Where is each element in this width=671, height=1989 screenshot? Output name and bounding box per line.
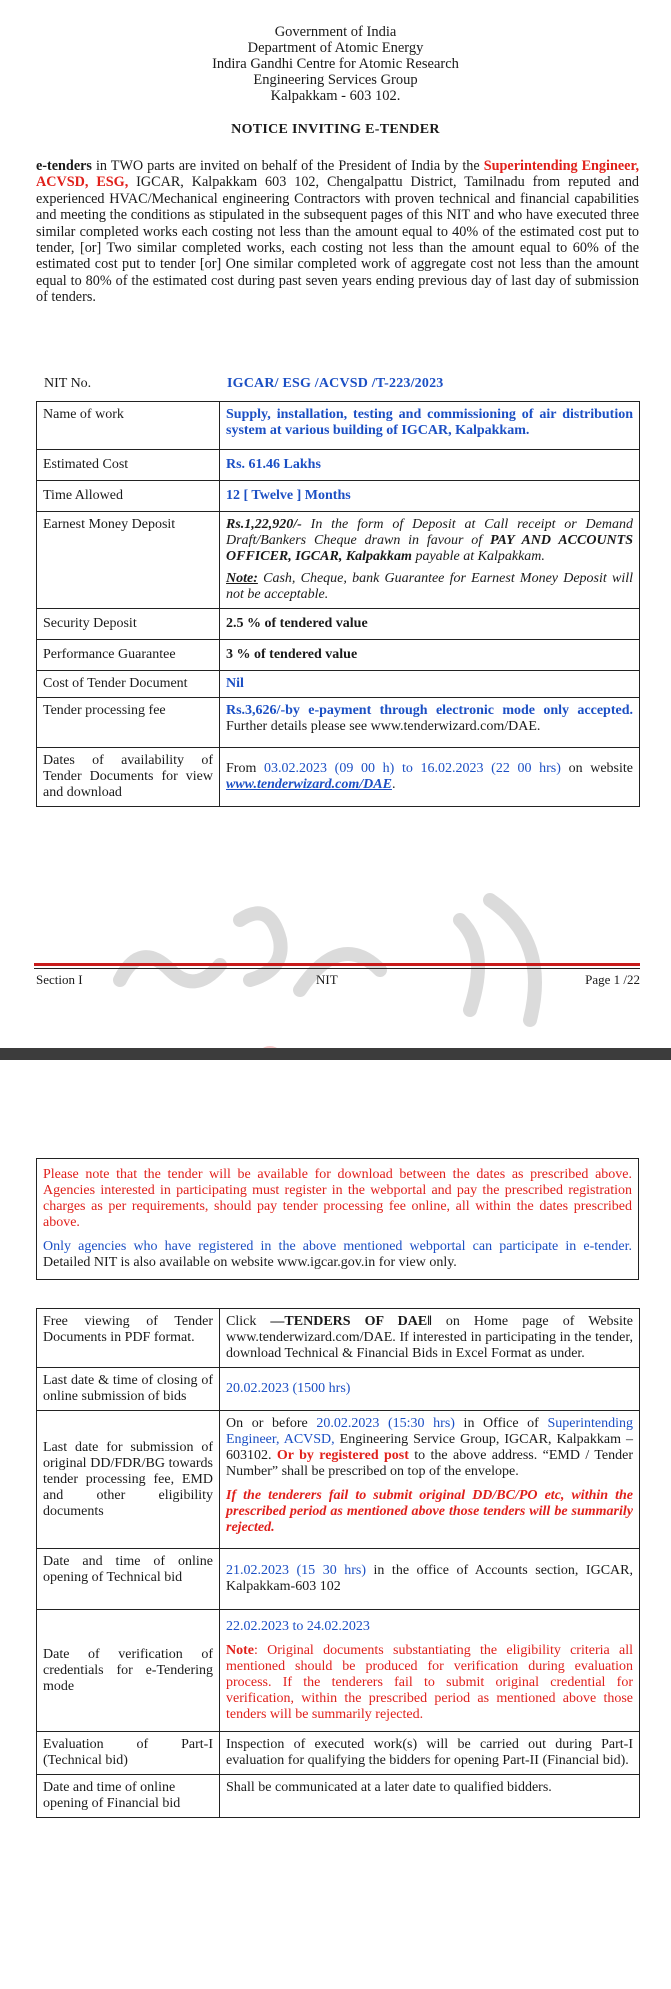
cost-of-tender-value: Nil bbox=[220, 671, 640, 698]
table-row bbox=[37, 1549, 640, 1610]
table-row bbox=[37, 1775, 640, 1818]
intro-lead: e-tenders bbox=[36, 158, 92, 174]
table-row bbox=[37, 671, 640, 698]
tech-opening-date: 21.02.2023 (15 30 hrs) bbox=[226, 1563, 366, 1578]
document-header bbox=[0, 0, 671, 104]
intro-text-2: IGCAR, Kalpakkam 603 102, Chengalpattu District, Tamilnadu from reputed and experienced HVAC/Mechanical engineering Contractors with proven technical and financial capabilities and meeting the conditions as stipulated in the subsequent pages of this NIT and who have executed three similar completed works each costing not less than the amount equal to 40% of the estimated cost put to tender, [or] Two similar completed works, each costing not less than the amount equal to 60% of the estimated cost put to tender [or] One similar completed work of aggregate cost not less than the amount equal to 80% of the estimated cost during past seven years ending previous day of last day of submission of tenders. bbox=[36, 174, 640, 306]
emd-value bbox=[220, 512, 640, 609]
footer-section: Section I bbox=[36, 972, 83, 987]
table-row bbox=[37, 640, 640, 671]
evaluation-value: Inspection of executed work(s) will be carried out during Part-I evaluation for qualifying the bidders for opening Part-II (Financial bid). bbox=[220, 1732, 640, 1775]
emd-note-label: Note: bbox=[226, 571, 258, 586]
original-dd-registered-post: Or by registered post bbox=[276, 1448, 409, 1463]
free-viewing-pre: Click bbox=[226, 1314, 271, 1329]
processing-fee-amount: Rs.3,626/-by e-payment through electronic mode only accepted. bbox=[226, 703, 633, 718]
table-row bbox=[37, 609, 640, 640]
emd-text-2: payable at Kalpakkam. bbox=[411, 549, 545, 564]
page-2 bbox=[0, 1168, 671, 1989]
tech-opening-label: Date and time of online opening of Technical bid bbox=[37, 1549, 220, 1610]
intro-text-1: in TWO parts are invited on behalf of the President of India by the bbox=[91, 158, 484, 174]
original-dd-warning: If the tenderers fail to submit original DD/BC/PO etc, within the prescribed period as mentioned above those tenders will be summarily rejected. bbox=[226, 1488, 633, 1535]
table-row bbox=[37, 450, 640, 481]
table-row bbox=[37, 1368, 640, 1411]
security-deposit-value: 2.5 % of tendered value bbox=[220, 609, 640, 640]
emd-note bbox=[226, 571, 633, 603]
processing-fee-value bbox=[220, 698, 640, 748]
security-deposit-label: Security Deposit bbox=[37, 609, 220, 640]
availability-label: Dates of availability of Tender Documents for view and download bbox=[37, 748, 220, 807]
verification-value bbox=[220, 1610, 640, 1732]
processing-fee-details: Further details please see www.tenderwizard.com/DAE. bbox=[226, 719, 541, 734]
verification-note-label: Note bbox=[226, 1643, 254, 1658]
availability-end: . bbox=[391, 777, 396, 792]
original-dd-label: Last date for submission of original DD/FDR/BG towards tender processing fee, EMD and other eligibility documents bbox=[37, 1411, 220, 1549]
availability-from: From bbox=[226, 761, 264, 776]
header-line-government: Government of India bbox=[274, 24, 397, 40]
evaluation-label: Evaluation of Part-I (Technical bid) bbox=[37, 1732, 220, 1775]
emd-note-text: Cash, Cheque, bank Guarantee for Earnest Money Deposit will not be acceptable. bbox=[226, 571, 633, 602]
tech-opening-value bbox=[220, 1549, 640, 1610]
estimated-cost-value: Rs. 61.46 Lakhs bbox=[220, 450, 640, 481]
registration-note-blue: Only agencies who have registered in the above mentioned webportal can participate in e-tender. bbox=[43, 1239, 632, 1254]
tenders-of-dae: ―TENDERS OF DAE‖ bbox=[270, 1314, 432, 1329]
registration-note-rest: Detailed NIT is also available on website www.igcar.gov.in for view only. bbox=[43, 1255, 457, 1270]
original-dd-mid1: in Office of bbox=[454, 1416, 548, 1431]
table-row bbox=[37, 402, 640, 450]
nit-label: NIT No. bbox=[44, 376, 92, 391]
verification-dates: 22.02.2023 to 24.02.2023 bbox=[226, 1619, 370, 1634]
verification-note-text: : Original documents substantiating the eligibility criteria all mentioned should be produced for verification during evaluation process. If the tenderers fail to submit original credential for verification, within the prescribed period as mentioned above those tenders will be summarily rejected. bbox=[226, 1643, 633, 1722]
name-of-work-label: Name of work bbox=[37, 402, 220, 450]
header-line-address: Kalpakkam - 603 102. bbox=[270, 88, 401, 104]
footer-rule-red bbox=[34, 963, 640, 966]
page-separator bbox=[0, 1048, 671, 1168]
original-dd-mid2: Engineering Service Group, IGCAR, Kalpakkam – 603102. bbox=[226, 1432, 634, 1463]
notice-box bbox=[36, 1158, 639, 1280]
free-viewing-post: on Home page of Website www.tenderwizard.com/DAE. If interested in participating in the tender, download Technical & Financial Bids in Excel Format as under. bbox=[226, 1314, 633, 1361]
emd-payee: PAY AND ACCOUNTS OFFICER, IGCAR, Kalpakkam bbox=[226, 533, 633, 564]
availability-dates: 03.02.2023 (09 00 h) to 16.02.2023 (22 00 hrs) bbox=[264, 761, 561, 776]
verification-label: Date of verification of credentials for e-Tendering mode bbox=[37, 1610, 220, 1732]
tech-opening-rest: in the office of Accounts section, IGCAR, Kalpakkam-603 102 bbox=[226, 1563, 633, 1594]
table-row bbox=[37, 1411, 640, 1549]
header-line-centre: Indira Gandhi Centre for Atomic Research bbox=[212, 56, 459, 72]
processing-fee-label: Tender processing fee bbox=[37, 698, 220, 748]
emd-label: Earnest Money Deposit bbox=[37, 512, 220, 609]
financial-opening-label: Date and time of online opening of Financial bid bbox=[37, 1775, 220, 1818]
name-of-work-value: Supply, installation, testing and commissioning of air distribution system at various building of IGCAR, Kalpakkam. bbox=[220, 402, 640, 450]
estimated-cost-label: Estimated Cost bbox=[37, 450, 220, 481]
registration-note bbox=[43, 1239, 632, 1271]
footer-page-number: Page 1 /22 bbox=[585, 972, 640, 987]
original-dd-date: 20.02.2023 (15:30 hrs) bbox=[316, 1416, 455, 1431]
nit-value: IGCAR/ ESG /ACVSD /T-223/2023 bbox=[227, 376, 444, 391]
time-allowed-value: 12 [ Twelve ] Months bbox=[220, 481, 640, 512]
watermark-logo bbox=[60, 860, 620, 1060]
table-row bbox=[37, 1309, 640, 1368]
emd-text-1: In the form of Deposit at Call receipt or Demand Draft/Bankers Cheque drawn in favour of bbox=[226, 517, 633, 548]
table-row bbox=[37, 1610, 640, 1732]
document-title: NOTICE INVITING E-TENDER bbox=[231, 122, 440, 137]
header-line-group: Engineering Services Group bbox=[253, 72, 418, 88]
performance-guarantee-label: Performance Guarantee bbox=[37, 640, 220, 671]
table-row bbox=[37, 748, 640, 807]
original-dd-pre: On or before bbox=[226, 1416, 317, 1431]
original-dd-mid3: to the above address. “EMD / Tender Number” shall be prescribed on top of the envelope. bbox=[226, 1448, 633, 1479]
original-dd-value bbox=[220, 1411, 640, 1549]
verification-note bbox=[226, 1643, 633, 1723]
download-note: Please note that the tender will be available for download between the dates as prescribed above. Agencies interested in participating must register in the webportal and pay the prescribed registration charges as per requirements, should pay tender processing fee online, all within the dates prescribed above. bbox=[43, 1167, 632, 1230]
cost-of-tender-label: Cost of Tender Document bbox=[37, 671, 220, 698]
performance-guarantee-value: 3 % of tendered value bbox=[220, 640, 640, 671]
emd-amount: Rs.1,22,920/- bbox=[226, 517, 302, 532]
closing-value: 20.02.2023 (1500 hrs) bbox=[220, 1368, 640, 1411]
header-line-department: Department of Atomic Energy bbox=[247, 40, 424, 56]
financial-opening-value: Shall be communicated at a later date to qualified bidders. bbox=[220, 1775, 640, 1818]
footer-center: NIT bbox=[316, 972, 338, 987]
footer-rule-black bbox=[34, 968, 640, 969]
availability-mid: on website bbox=[560, 761, 634, 776]
table-row bbox=[37, 481, 640, 512]
table-row bbox=[37, 512, 640, 609]
tender-details-table bbox=[36, 401, 640, 807]
intro-paragraph bbox=[36, 158, 639, 306]
table-row bbox=[37, 1732, 640, 1775]
page-break-bar bbox=[0, 1048, 671, 1060]
schedule-table bbox=[36, 1308, 640, 1818]
free-viewing-value bbox=[220, 1309, 640, 1368]
availability-value bbox=[220, 748, 640, 807]
tenderwizard-link[interactable]: www.tenderwizard.com/DAE bbox=[226, 777, 392, 792]
intro-authority: Superintending Engineer, ACVSD, ESG, bbox=[36, 158, 639, 191]
original-dd-office: Superintending Engineer, ACVSD, bbox=[226, 1416, 633, 1447]
time-allowed-label: Time Allowed bbox=[37, 481, 220, 512]
free-viewing-label: Free viewing of Tender Documents in PDF format. bbox=[37, 1309, 220, 1368]
closing-label: Last date & time of closing of online submission of bids bbox=[37, 1368, 220, 1411]
table-row bbox=[37, 698, 640, 748]
